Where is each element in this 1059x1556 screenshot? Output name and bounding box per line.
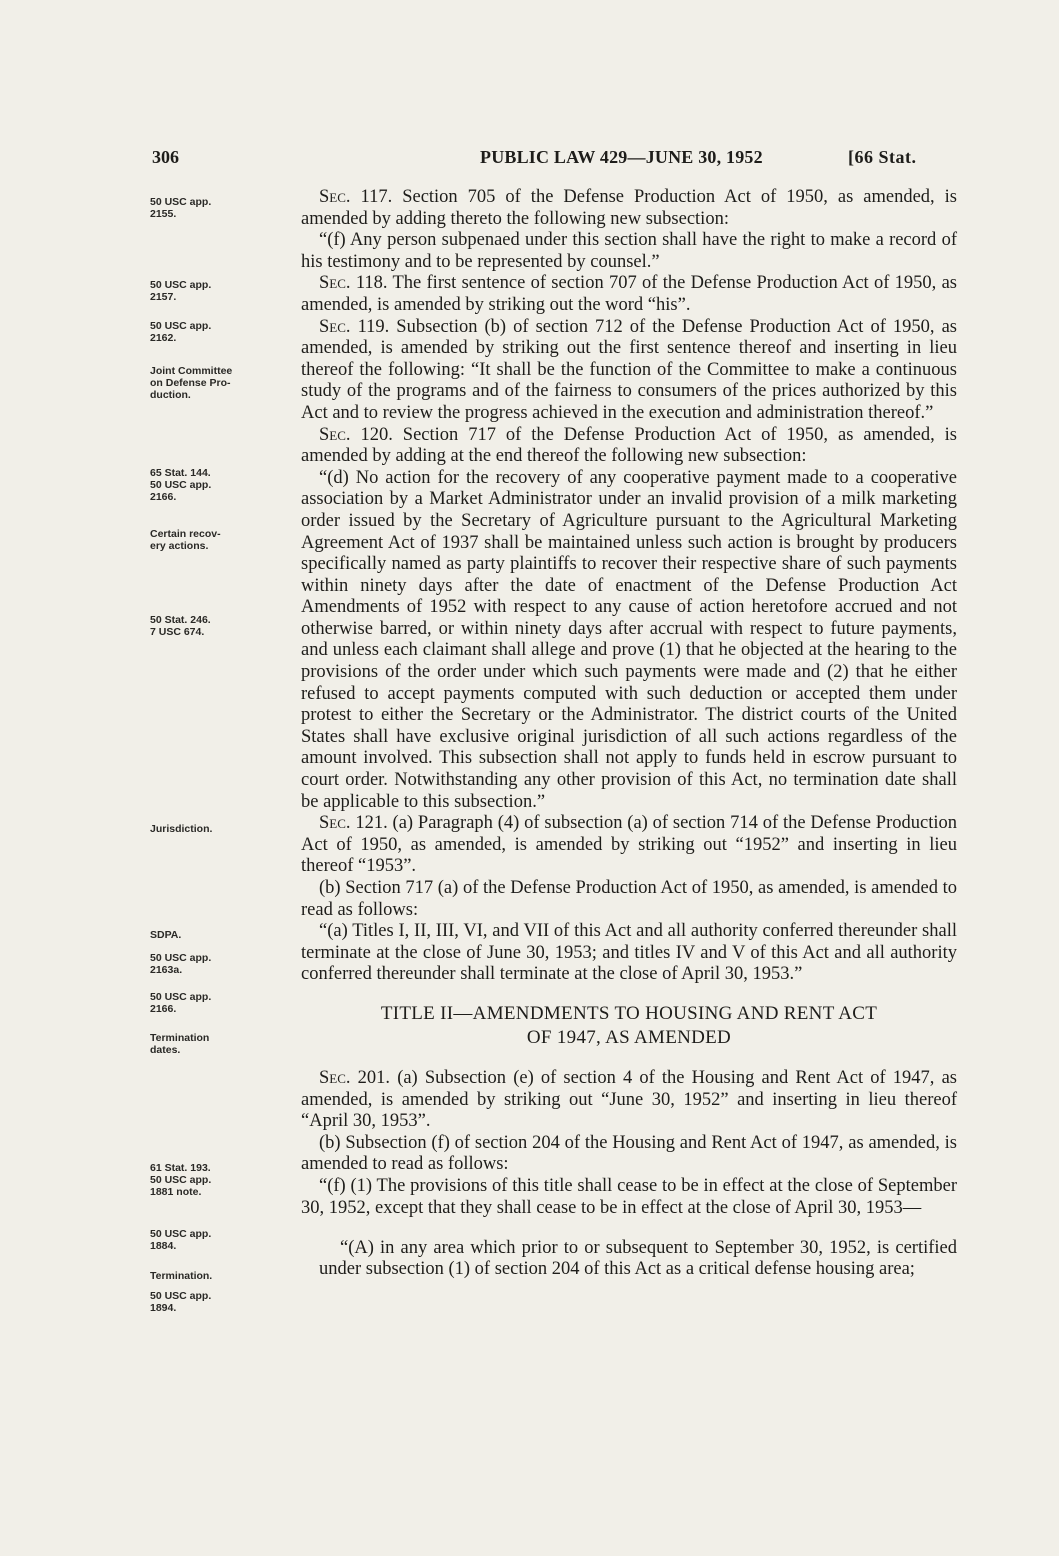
section-121-b-text: “(a) Titles I, II, III, VI, and VII of this Act and all authority conferred thereunder shall terminate at the close of June 30, 1953; and titles IV and V of this Act and all authority conferred thereunder shall terminate at the close of April 30, 1953.” xyxy=(301,921,957,985)
section-label: Sec. xyxy=(319,316,351,337)
page-number: 306 xyxy=(152,147,179,167)
section-201-f: “(f) (1) The provisions of this title shall cease to be in effect at the close of September 30, 1952, except that they shall cease to be in effect at the close of April 30, 1953— xyxy=(301,1175,957,1218)
section-117 xyxy=(301,187,957,230)
section-120 xyxy=(301,425,957,468)
section-201-b: (b) Subsection (f) of section 204 of the Housing and Rent Act of 1947, as amended, is amended to read as follows: xyxy=(301,1132,957,1175)
margin-note: Certain recov- ery actions. xyxy=(150,528,221,552)
statute-reference: [66 Stat. xyxy=(848,147,917,167)
section-text: 118. The first sentence of section 707 of the Defense Production Act of 1950, as amended, is amended by striking out the word “his”. xyxy=(301,273,957,315)
section-label: Sec. xyxy=(319,813,351,834)
title-ii-heading xyxy=(301,1002,957,1050)
section-120-subsection-d: “(d) No action for the recovery of any cooperative payment made to a cooperative association by a Market Administrator under an invalid provision of a milk marketing order issued by the Secretary of Agriculture pursuant to the Agricultural Marketing Agreement Act of 1937 shall be maintained unless such action is brought by producers specifically named as party plaintiffs to recover their respective share of such payments within ninety days after the date of enactment of the Defense Production Act Amendments of 1952 with respect to any cause of action heretofore accrued and not otherwise barred, or within ninety days after accrual with respect to future payments, and unless each claimant shall allege and prove (1) that he objected at the hearing to the provisions of the order under which such payments were made and (2) that he either refused to accept payments computed with such deduction or accepted them under protest to either the Secretary or the Administrator. The district courts of the United States shall have exclusive original jurisdiction of all such actions regardless of the amount involved. This subsection shall not apply to funds held in escrow pursuant to court order. Notwithstanding any other provision of this Act, no termination date shall be applicable to this subsection.” xyxy=(301,467,957,812)
section-label: Sec. xyxy=(319,273,351,294)
section-201-a xyxy=(301,1068,957,1133)
section-label: Sec. xyxy=(319,1067,351,1088)
section-text: 201. (a) Subsection (e) of section 4 of the Housing and Rent Act of 1947, as amended, is amended by striking out “June 30, 1952” and inserting in lieu thereof “April 30, 1953”. xyxy=(301,1067,957,1132)
section-text: 120. Section 717 of the Defense Production Act of 1950, as amended, is amended by adding at the end thereof the following new subsection: xyxy=(301,424,957,467)
running-title: PUBLIC LAW 429—JUNE 30, 1952 xyxy=(480,147,763,167)
title-ii-line-2: OF 1947, AS AMENDED xyxy=(526,1026,732,1048)
margin-note: 50 USC app. 2163a. xyxy=(150,952,212,976)
margin-note: 50 USC app. 2157. xyxy=(150,279,212,303)
section-text: 117. Section 705 of the Defense Production Act of 1950, as amended, is amended by adding thereto the following new subsection: xyxy=(301,187,957,229)
section-text: 121. (a) Paragraph (4) of subsection (a) of section 714 of the Defense Production Act of 1950, as amended, is amended by striking out “1952” and inserting in lieu thereof “1953”. xyxy=(301,813,957,877)
margin-note: SDPA. xyxy=(150,929,182,941)
section-119 xyxy=(301,317,957,425)
margin-note: 50 USC app. 1894. xyxy=(150,1290,212,1314)
margin-note: 50 USC app. 1884. xyxy=(150,1228,212,1252)
margin-note: Termination dates. xyxy=(150,1032,210,1056)
margin-note: 50 USC app. 2155. xyxy=(150,196,212,220)
margin-note: 50 Stat. 246. 7 USC 674. xyxy=(150,614,211,638)
body-text xyxy=(301,187,957,1299)
section-201-f-A: “(A) in any area which prior to or subsequent to September 30, 1952, is certified under subsection (1) of section 204 of this Act as a critical defense housing area; xyxy=(319,1237,957,1280)
section-label: Sec. xyxy=(319,424,351,445)
margin-note: 61 Stat. 193. 50 USC app. 1881 note. xyxy=(150,1162,212,1198)
section-121-a xyxy=(301,813,957,878)
margin-note: 65 Stat. 144. 50 USC app. 2166. xyxy=(150,467,212,503)
section-label: Sec. xyxy=(319,187,351,207)
margin-note: 50 USC app. 2162. xyxy=(150,320,212,344)
section-text: 119. Subsection (b) of section 712 of the Defense Production Act of 1950, as amended, is amended by striking out the first sentence thereof and inserting in lieu thereof the following: “It shall be the function of the Committee to make a continuous study of the programs and of the fairness to consumers of the prices authorized by this Act and to review the progress achieved in the execution and administration thereof.” xyxy=(301,316,957,423)
margin-note: Jurisdiction. xyxy=(150,823,213,835)
margin-note: Termination. xyxy=(150,1270,213,1282)
margin-note: Joint Committee on Defense Pro- duction. xyxy=(150,365,233,401)
section-121-b: (b) Section 717 (a) of the Defense Production Act of 1950, as amended, is amended to read as follows: xyxy=(301,878,957,920)
margin-note: 50 USC app. 2166. xyxy=(150,991,212,1015)
title-ii-line-1: TITLE II—AMENDMENTS TO HOUSING AND RENT ACT xyxy=(380,1002,878,1024)
section-118 xyxy=(301,273,957,316)
section-117-subsection-f: “(f) Any person subpenaed under this section shall have the right to make a record of his testimony and to be represented by counsel.” xyxy=(301,230,957,272)
